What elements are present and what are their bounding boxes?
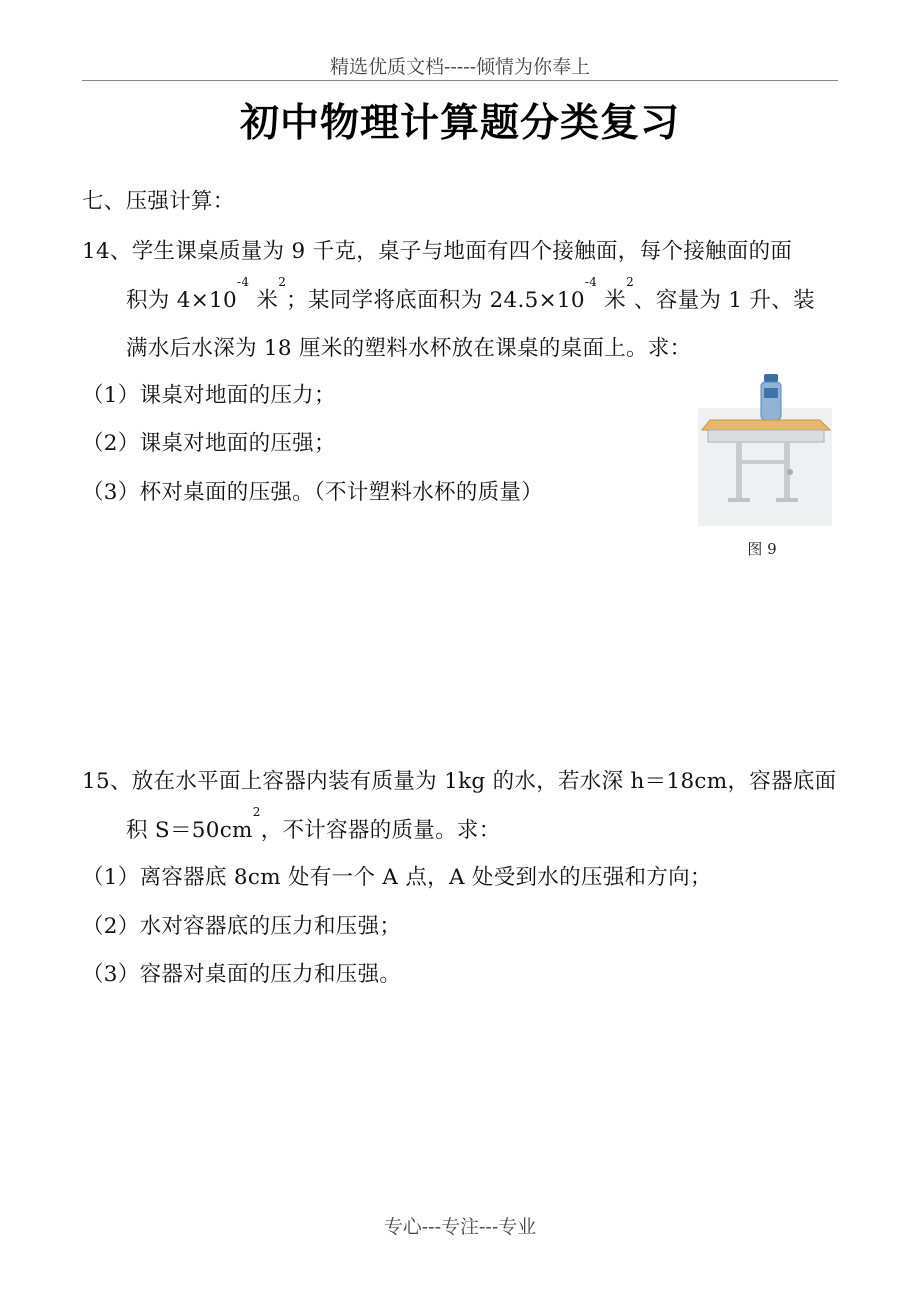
- q15-line-2: 积 $S=50cm^2$，不计容器的质量。求：: [126, 805, 501, 843]
- q15-line-1: 15、放在水平面上容器内装有质量为 1kg 的水，若水深 h＝18cm，容器底面: [82, 769, 837, 794]
- q14-line-2: 积为 $4\times 10^{-4}$ 米$^2$；某同学将底面积为 $24.5\times 10^{-4}$ 米$^2$、容量为 1 升、装: [126, 275, 815, 313]
- q14-sub-3: （3）杯对桌面的压强。（不计塑料水杯的质量）: [82, 480, 544, 505]
- q14-sub-2: （2）课桌对地面的压强；: [82, 431, 336, 456]
- page-footer: 专心---专注---专业: [383, 1216, 537, 1238]
- page-title: 初中物理计算题分类复习: [239, 101, 680, 146]
- q14-sub-1: （1）课桌对地面的压力；: [82, 383, 336, 408]
- q14-line-1: 14、学生课桌质量为 9 千克，桌子与地面有四个接触面，每个接触面的面: [82, 239, 793, 264]
- section-heading: 七、压强计算：: [82, 189, 235, 214]
- page-header: 精选优质文档-----倾情为你奉上: [329, 56, 591, 78]
- q14-line-3: 满水后水深为 18 厘米的塑料水杯放在课桌的桌面上。求：: [126, 336, 692, 361]
- desk-bottle-figure: [698, 372, 832, 528]
- header-divider: [82, 80, 838, 81]
- q15-sub-2: （2）水对容器底的压力和压强；: [82, 914, 402, 939]
- water-bottle: [761, 374, 781, 420]
- q15-sub-3: （3）容器对桌面的压力和压强。: [82, 962, 402, 987]
- q15-sub-1: （1）离容器底 8cm 处有一个 A 点，A 处受到水的压强和方向；: [82, 865, 712, 890]
- figure-caption: 图 9: [747, 540, 777, 558]
